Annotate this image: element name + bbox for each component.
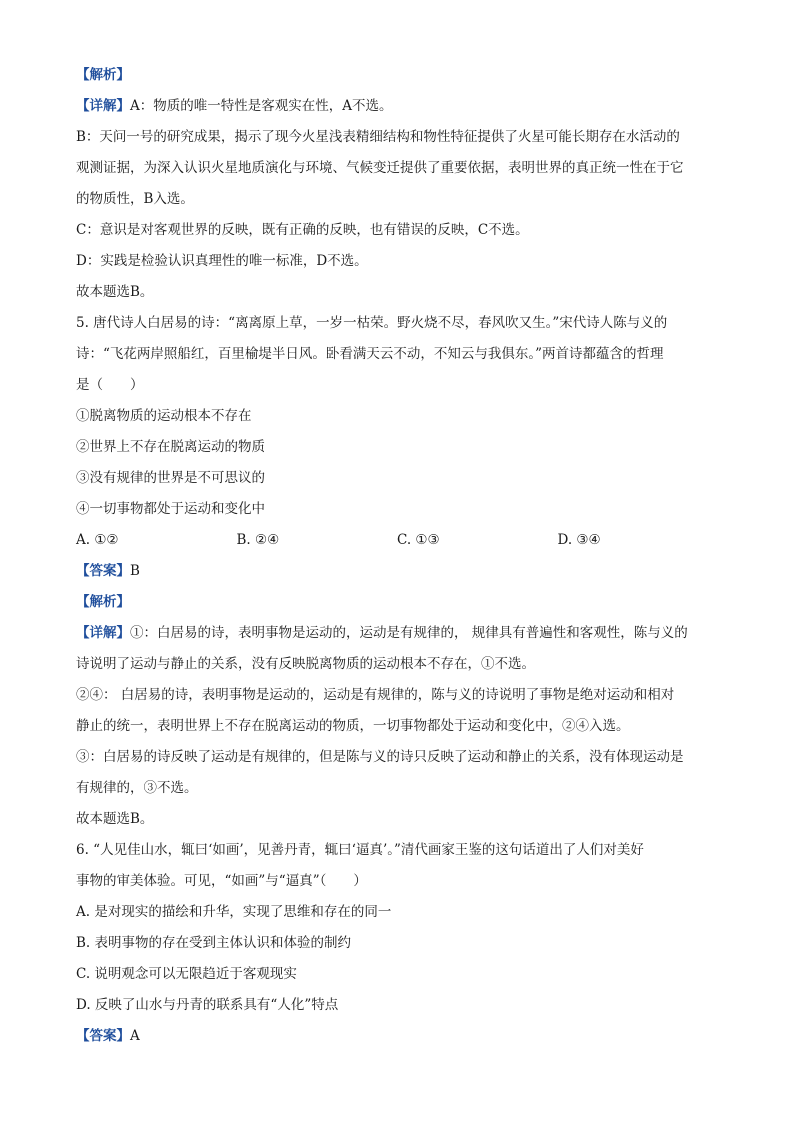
q5-answer-value: B: [130, 563, 140, 579]
q6-option-c: C. 说明观念可以无限趋近于客观现实: [76, 966, 297, 982]
q5-detail-line-1: [76, 618, 718, 649]
q5-detail-line-5: ③：白居易的诗反映了运动是有规律的，但是陈与义的诗只反映了运动和静止的关系，没有体现运动是: [76, 749, 684, 765]
q6-stem-line-2: 事物的审美体验。可见，“如画”与“逼真”（ ）: [76, 873, 367, 889]
q6-option-d: D. 反映了山水与丹青的联系具有“人化”特点: [76, 997, 339, 1013]
analysis-tag: 【解析】: [76, 67, 130, 83]
detail-option-b-line-1: B：天问一号的研究成果，揭示了现今火星浅表精细结构和物性特征提供了火星可能长期存在水活动的: [76, 129, 680, 145]
detail-tag: 【详解】: [76, 98, 130, 114]
q5-statement-3: ③没有规律的世界是不可思议的: [76, 470, 265, 486]
q5-stem-line-2: 诗：“飞花两岸照船红，百里榆堤半日风。卧看满天云不动，不知云与我俱东。”两首诗都蕴含的哲理: [76, 346, 664, 362]
q5-conclusion: 故本题选B。: [76, 811, 154, 827]
detail-option-b-line-2: 观测证据，为深入认识火星地质演化与环境、气候变迁提供了重要依据，表明世界的真正统一性在于它: [76, 160, 684, 176]
detail-option-b-line-3: 的物质性，B入选。: [76, 191, 194, 207]
q5-option-d: D. ③④: [557, 532, 601, 548]
detail-option-d: D：实践是检验认识真理性的唯一标准，D不选。: [76, 253, 368, 269]
q6-option-a: A. 是对现实的描绘和升华，实现了思维和存在的同一: [76, 904, 392, 920]
detail-option-c: C：意识是对客观世界的反映，既有正确的反映，也有错误的反映，C不选。: [76, 222, 529, 238]
q6-answer-value: A: [130, 1028, 140, 1044]
q5-options: [76, 525, 718, 556]
q5-option-a: A. ①②: [76, 532, 119, 548]
document-page: [76, 60, 718, 1052]
q5-detail-line-6: 有规律的，③不选。: [76, 780, 198, 796]
q5-statement-2: ②世界上不存在脱离运动的物质: [76, 439, 265, 455]
q5-answer-tag: 【答案】: [76, 563, 130, 579]
q5-answer: [76, 556, 718, 587]
analysis-heading: [76, 60, 718, 91]
q5-detail-line-3: ②④： 白居易的诗，表明事物是运动的，运动是有规律的，陈与义的诗说明了事物是绝对运动和相对: [76, 687, 675, 703]
q5-detail-tag: 【详解】: [76, 625, 130, 641]
q5-statement-4: ④一切事物都处于运动和变化中: [76, 501, 265, 517]
q5-analysis-heading: [76, 587, 718, 618]
q5-stem-line-3: 是（ ）: [76, 377, 144, 393]
conclusion: 故本题选B。: [76, 284, 154, 300]
q6-option-b: B. 表明事物的存在受到主体认识和体验的制约: [76, 935, 352, 951]
q5-statement-1: ①脱离物质的运动根本不存在: [76, 408, 252, 424]
q5-analysis-tag: 【解析】: [76, 594, 130, 610]
detail-option-a-text: A：物质的唯一特性是客观实在性，A不选。: [130, 98, 393, 114]
q5-detail-line-2: 诗说明了运动与静止的关系，没有反映脱离物质的运动根本不存在，①不选。: [76, 656, 535, 672]
q5-detail-line-1-text: ①：白居易的诗，表明事物是运动的，运动是有规律的， 规律具有普遍性和客观性，陈与义的: [130, 625, 688, 641]
q6-answer-tag: 【答案】: [76, 1028, 130, 1044]
q5-stem-line-1: 5. 唐代诗人白居易的诗：“离离原上草，一岁一枯荣。野火烧不尽，春风吹又生。”宋代诗人陈与义的: [76, 315, 668, 331]
q5-option-b: B. ②④: [236, 532, 280, 548]
q6-stem-line-1: 6. “人见佳山水，辄曰‘如画’，见善丹青，辄曰‘逼真’。”清代画家王鉴的这句话道出了人们对美好: [76, 842, 644, 858]
q5-option-c: C. ①③: [397, 532, 440, 548]
q6-answer: [76, 1021, 718, 1052]
detail-option-a: [76, 91, 718, 122]
q5-detail-line-4: 静止的统一，表明世界上不存在脱离运动的物质，一切事物都处于运动和变化中，②④入选。: [76, 718, 630, 734]
